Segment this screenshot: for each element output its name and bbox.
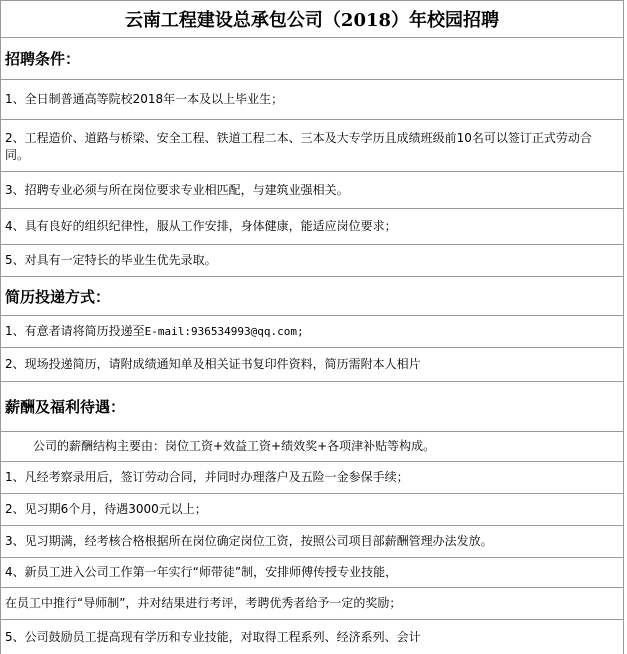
resume-email-item [0,316,624,348]
condition-item: 3、招聘专业必须与所在岗位要求专业相匹配，与建筑业强相关。 [0,172,624,209]
resume-item: 2、现场投递简历，请附成绩通知单及相关证书复印件资料，简历需附本人相片 [0,348,624,382]
section-heading-conditions: 招聘条件： [0,38,624,80]
condition-item: 1、全日制普通高等院校2018年一本及以上毕业生； [0,80,624,120]
salary-item: 1、凡经考察录用后，签订劳动合同，并同时办理落户及五险一金参保手续； [0,462,624,494]
page-title: 云南工程建设总承包公司（2018）年校园招聘 [0,0,624,38]
condition-item: 2、工程造价、道路与桥梁、安全工程、铁道工程二本、三本及大专学历且成绩班级前10名可以签订正式劳动合同。 [0,120,624,172]
salary-intro: 公司的薪酬结构主要由：岗位工资+效益工资+绩效奖+各项津补贴等构成。 [0,432,624,462]
salary-item: 4、新员工进入公司工作第一年实行“师带徒”制，安排师傅传授专业技能， [0,558,624,588]
section-heading-resume: 简历投递方式： [0,277,624,316]
salary-item: 5、公司鼓励员工提高现有学历和专业技能，对取得工程系列、经济系列、会计 [0,620,624,654]
condition-item: 5、对具有一定特长的毕业生优先录取。 [0,245,624,277]
resume-email-link[interactable]: E-mail:936534993@qq.com; [144,325,304,338]
salary-item: 在员工中推行“导师制”，并对结果进行考评，考聘优秀者给予一定的奖励； [0,588,624,620]
condition-item: 4、具有良好的组织纪律性，服从工作安排，身体健康，能适应岗位要求； [0,209,624,245]
salary-item: 3、见习期满，经考核合格根据所在岗位确定岗位工资，按照公司项目部薪酬管理办法发放。 [0,526,624,558]
salary-item: 2、见习期6个月，待遇3000元以上； [0,494,624,526]
section-heading-salary: 薪酬及福利待遇： [0,382,624,432]
resume-email-prefix: 1、有意者请将简历投递至 [5,324,145,338]
